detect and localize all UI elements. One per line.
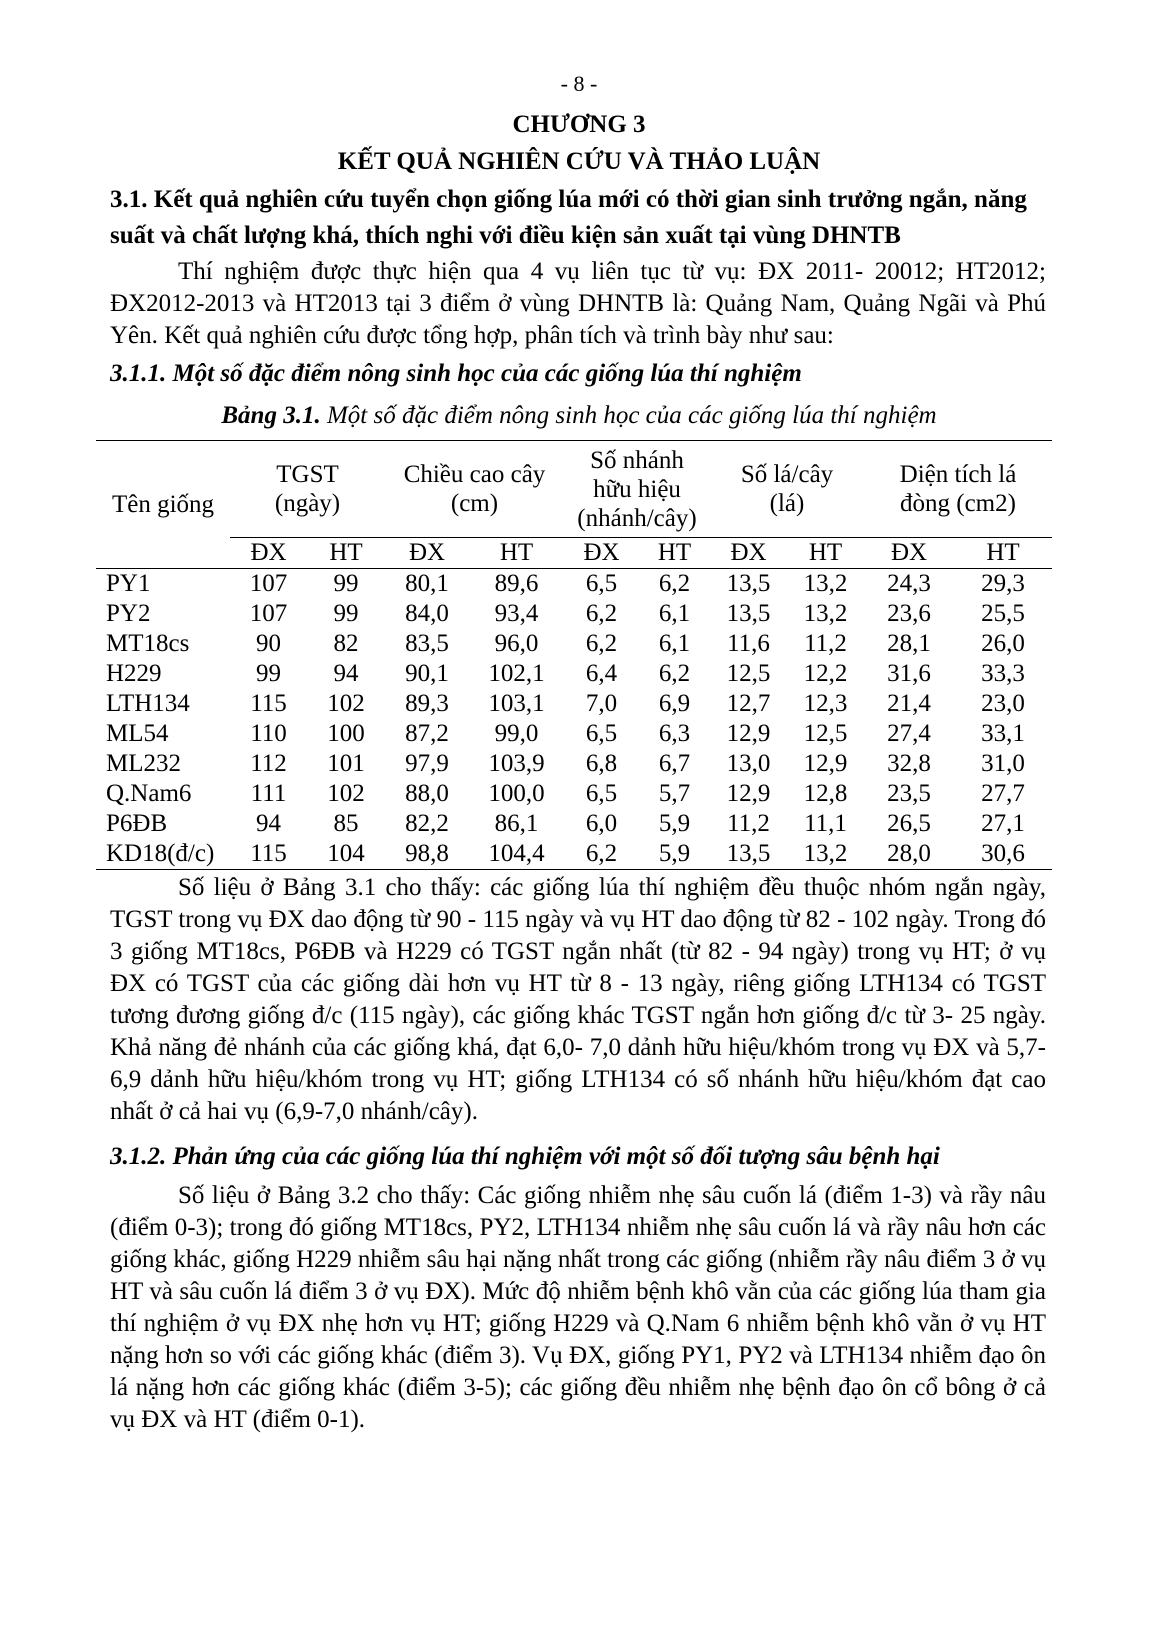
cell-value: 99 xyxy=(333,570,359,597)
cell-value: 6,5 xyxy=(585,720,618,747)
cell-value: 11,2 xyxy=(727,810,770,837)
cell-value: 13,5 xyxy=(710,839,787,870)
cell-variety-name: Q.Nam6 xyxy=(106,780,192,807)
table-row xyxy=(96,839,1052,870)
cell-value: 112 xyxy=(250,750,287,777)
cell-value: 12,9 xyxy=(726,780,771,807)
chapter-title: KẾT QUẢ NGHIÊN CỨU VÀ THẢO LUẬN xyxy=(337,148,821,175)
cell-value: 103,1 xyxy=(488,690,545,717)
cell-value: 6,2 xyxy=(658,660,691,687)
cell-value: 13,2 xyxy=(803,570,848,597)
column-header-name: Tên giống xyxy=(96,441,230,569)
cell-value: 104 xyxy=(307,839,385,870)
cell-variety-name: ML232 xyxy=(106,750,181,777)
cell-variety-name: KD18(đ/c) xyxy=(96,839,230,870)
cell-value: 23,5 xyxy=(887,780,931,807)
cell-value: 5,9 xyxy=(658,810,691,837)
table-row xyxy=(96,629,1052,659)
subheader-ht: HT xyxy=(639,538,710,569)
cell-value: 107 xyxy=(249,570,288,597)
cell-value: 6,2 xyxy=(564,839,639,870)
cell-value: 6,9 xyxy=(658,690,691,717)
cell-value: 90,1 xyxy=(405,660,449,687)
cell-value: 110 xyxy=(250,720,287,747)
table-row xyxy=(96,809,1052,839)
cell-value: 27,1 xyxy=(981,810,1025,837)
cell-value: 13,5 xyxy=(726,600,771,627)
cell-value: 5,7 xyxy=(658,780,691,807)
section-heading-3-1-1: 3.1.1. Một số đặc điểm nông sinh học của các giống lúa thí nghiệm xyxy=(110,360,802,387)
cell-value: 25,5 xyxy=(981,600,1025,627)
cell-value: 13,0 xyxy=(726,750,771,777)
table-row xyxy=(96,659,1052,689)
cell-value: 6,3 xyxy=(658,720,691,747)
cell-value: 84,0 xyxy=(405,600,449,627)
cell-value: 12,9 xyxy=(726,720,771,747)
cell-value: 89,3 xyxy=(405,690,449,717)
cell-value: 33,1 xyxy=(981,720,1025,747)
subheader-dx: ĐX xyxy=(230,538,307,569)
cell-value: 12,8 xyxy=(803,780,848,807)
cell-value: 115 xyxy=(230,839,307,870)
cell-value: 24,3 xyxy=(887,570,931,597)
cell-value: 12,5 xyxy=(726,660,771,687)
subheader-dx: ĐX xyxy=(710,538,787,569)
table-row xyxy=(96,569,1052,600)
section-heading-3-1-2: 3.1.2. Phản ứng của các giống lúa thí nghiệm với một số đối tượng sâu bệnh hại xyxy=(110,1143,940,1170)
cell-value: 31,6 xyxy=(887,660,931,687)
cell-value: 6,5 xyxy=(585,570,618,597)
cell-value: 5,9 xyxy=(639,839,710,870)
cell-value: 29,3 xyxy=(981,570,1025,597)
cell-value: 87,2 xyxy=(405,720,449,747)
cell-value: 89,6 xyxy=(494,570,539,597)
cell-value: 23,6 xyxy=(887,600,931,627)
table-row xyxy=(96,689,1052,719)
cell-value: 6,0 xyxy=(585,810,618,837)
cell-value: 88,0 xyxy=(405,780,449,807)
table-caption xyxy=(0,402,1158,430)
cell-variety-name: PY1 xyxy=(106,570,151,597)
cell-value: 94 xyxy=(333,660,359,687)
cell-value: 99 xyxy=(333,600,359,627)
cell-variety-name: P6ĐB xyxy=(106,810,168,837)
cell-value: 6,2 xyxy=(585,600,618,627)
cell-value: 12,9 xyxy=(803,750,848,777)
cell-value: 102 xyxy=(327,780,365,807)
subheader-dx: ĐX xyxy=(564,538,639,569)
cell-value: 23,0 xyxy=(981,690,1025,717)
cell-value: 115 xyxy=(250,690,287,717)
cell-value: 94 xyxy=(256,810,281,837)
pest-analysis-paragraph: Số liệu ở Bảng 3.2 cho thấy: Các giống nhiễm nhẹ sâu cuốn lá (điểm 1-3) và rầy nâu (điểm 0-3); trong đó giống MT18cs, PY2, LTH134 nhiễm nhẹ sâu cuốn lá và rầy nâu hơn các giống khác, giống H229 nhiễm sâu hại nặng nhất trong các giống (nhiễm rầy nâu điểm 3 ở vụ HT và sâu cuốn lá điểm 3 ở vụ ĐX). Mức độ nhiễm bệnh khô vằn của các giống lúa tham gia thí nghiệm ở vụ ĐX nhẹ hơn vụ HT; giống H229 và Q.Nam 6 nhiễm bệnh khô vằn ở vụ HT nặng hơn so với các giống khác (điểm 3). Vụ ĐX, giống PY1, PY2 và LTH134 nhiễm đạo ôn lá nặng hơn các giống khác (điểm 3-5); các giống đều nhiễm nhẹ bệnh đạo ôn cổ bông ở cả vụ ĐX và HT (điểm 0-1). xyxy=(110,1182,1046,1433)
cell-value: 102,1 xyxy=(488,660,545,687)
cell-value: 12,2 xyxy=(803,660,848,687)
cell-value: 82,2 xyxy=(405,810,449,837)
cell-value: 85 xyxy=(333,810,359,837)
subheader-dx: ĐX xyxy=(864,538,954,569)
cell-value: 6,1 xyxy=(658,630,691,657)
cell-value: 101 xyxy=(327,750,365,777)
intro-paragraph: Thí nghiệm được thực hiện qua 4 vụ liên tục từ vụ: ĐX 2011- 20012; HT2012; ĐX2012-2013 và HT2013 tại 3 điểm ở vùng DHNTB là: Quảng Nam, Quảng Ngãi và Phú Yên. Kết quả nghiên cứu được tổng hợp, phân tích và trình bày như sau: xyxy=(110,258,1046,349)
cell-value: 6,2 xyxy=(585,630,618,657)
cell-value: 11,1 xyxy=(804,810,847,837)
table-row xyxy=(96,599,1052,629)
cell-value: 97,9 xyxy=(405,750,449,777)
cell-value: 6,2 xyxy=(658,570,691,597)
cell-value: 107 xyxy=(249,600,288,627)
table-caption-text: Một số đặc điểm nông sinh học của các giống lúa thí nghiệm xyxy=(320,402,937,429)
cell-value: 111 xyxy=(250,780,287,807)
table-row xyxy=(96,779,1052,809)
subheader-ht: HT xyxy=(954,538,1052,569)
cell-value: 26,5 xyxy=(887,810,931,837)
cell-value: 86,1 xyxy=(494,810,539,837)
cell-value: 103,9 xyxy=(488,750,545,777)
cell-value: 13,5 xyxy=(726,570,771,597)
cell-value: 93,4 xyxy=(494,600,539,627)
cell-value: 82 xyxy=(333,630,359,657)
cell-value: 33,3 xyxy=(981,660,1025,687)
cell-value: 21,4 xyxy=(887,690,931,717)
cell-value: 100 xyxy=(327,720,365,747)
cell-value: 27,4 xyxy=(887,720,931,747)
cell-variety-name: H229 xyxy=(106,660,162,687)
cell-value: 90 xyxy=(256,630,281,657)
column-header-leaves: Số lá/cây (lá) xyxy=(710,441,864,538)
subheader-ht: HT xyxy=(307,538,385,569)
cell-value: 80,1 xyxy=(405,570,449,597)
table-analysis-paragraph: Số liệu ở Bảng 3.1 cho thấy: các giống lúa thí nghiệm đều thuộc nhóm ngắn ngày, TGST trong vụ ĐX dao động từ 90 - 115 ngày và vụ HT dao động từ 82 - 102 ngày. Trong đó 3 giống MT18cs, P6ĐB và H229 có TGST ngắn nhất (từ 82 - 94 ngày) trong vụ HT; ở vụ ĐX có TGST của các giống dài hơn vụ HT từ 8 - 13 ngày, riêng giống LTH134 có TGST tương đương giống đ/c (115 ngày), các giống khác TGST ngắn hơn giống đ/c từ 3- 25 ngày. Khả năng đẻ nhánh của các giống khá, đạt 6,0- 7,0 dảnh hữu hiệu/khóm trong vụ ĐX và 5,7-6,9 dảnh hữu hiệu/khóm trong vụ HT; giống LTH134 có số nhánh hữu hiệu/khóm đạt cao nhất ở cả hai vụ (6,9-7,0 nhánh/cây). xyxy=(110,874,1046,1125)
cell-value: 31,0 xyxy=(981,750,1025,777)
cell-value: 6,5 xyxy=(585,780,618,807)
column-header-tillers: Số nhánh hữu hiệu (nhánh/cây) xyxy=(564,441,710,538)
cell-value: 30,6 xyxy=(954,839,1052,870)
cell-variety-name: MT18cs xyxy=(106,630,190,657)
column-header-height: Chiều cao cây (cm) xyxy=(385,441,564,538)
cell-variety-name: PY2 xyxy=(106,600,151,627)
cell-value: 96,0 xyxy=(494,630,539,657)
cell-value: 28,0 xyxy=(864,839,954,870)
subheader-dx: ĐX xyxy=(385,538,469,569)
table-body xyxy=(96,569,1052,870)
cell-value: 6,8 xyxy=(585,750,618,777)
cell-value: 28,1 xyxy=(887,630,931,657)
cell-value: 99,0 xyxy=(494,720,539,747)
cell-value: 83,5 xyxy=(405,630,449,657)
page-number: - 8 - xyxy=(560,71,598,96)
chapter-label: CHƯƠNG 3 xyxy=(512,111,646,138)
table-subheader-row xyxy=(96,538,1052,569)
cell-value: 6,1 xyxy=(658,600,691,627)
cell-value: 12,3 xyxy=(803,690,848,717)
table-header-row xyxy=(96,441,1052,538)
subheader-ht: HT xyxy=(787,538,864,569)
table-caption-label: Bảng 3.1. xyxy=(221,402,321,429)
cell-value: 32,8 xyxy=(887,750,931,777)
subheader-ht: HT xyxy=(469,538,564,569)
cell-value: 104,4 xyxy=(469,839,564,870)
column-header-tgst: TGST (ngày) xyxy=(230,441,385,538)
table-row xyxy=(96,749,1052,779)
cell-value: 98,8 xyxy=(385,839,469,870)
table-row xyxy=(96,719,1052,749)
cell-value: 100,0 xyxy=(488,780,545,807)
cell-value: 13,2 xyxy=(803,600,848,627)
data-table xyxy=(96,440,1052,870)
cell-value: 27,7 xyxy=(981,780,1025,807)
cell-value: 26,0 xyxy=(981,630,1025,657)
cell-value: 12,5 xyxy=(803,720,848,747)
cell-value: 13,2 xyxy=(787,839,864,870)
cell-value: 7,0 xyxy=(585,690,618,717)
cell-value: 102 xyxy=(327,690,365,717)
column-header-flag-leaf-area: Diện tích lá đòng (cm2) xyxy=(864,441,1052,538)
cell-value: 12,7 xyxy=(726,690,771,717)
section-heading-3-1: 3.1. Kết quả nghiên cứu tuyển chọn giống lúa mới có thời gian sinh trưởng ngắn, năng suất và chất lượng khá, thích nghi với điều kiện sản xuất tại vùng DHNTB xyxy=(110,186,1027,249)
cell-value: 6,7 xyxy=(658,750,691,777)
cell-variety-name: ML54 xyxy=(106,720,169,747)
cell-value: 99 xyxy=(256,660,281,687)
cell-value: 11,6 xyxy=(727,630,770,657)
cell-value: 11,2 xyxy=(804,630,847,657)
cell-variety-name: LTH134 xyxy=(106,690,190,717)
cell-value: 6,4 xyxy=(585,660,618,687)
